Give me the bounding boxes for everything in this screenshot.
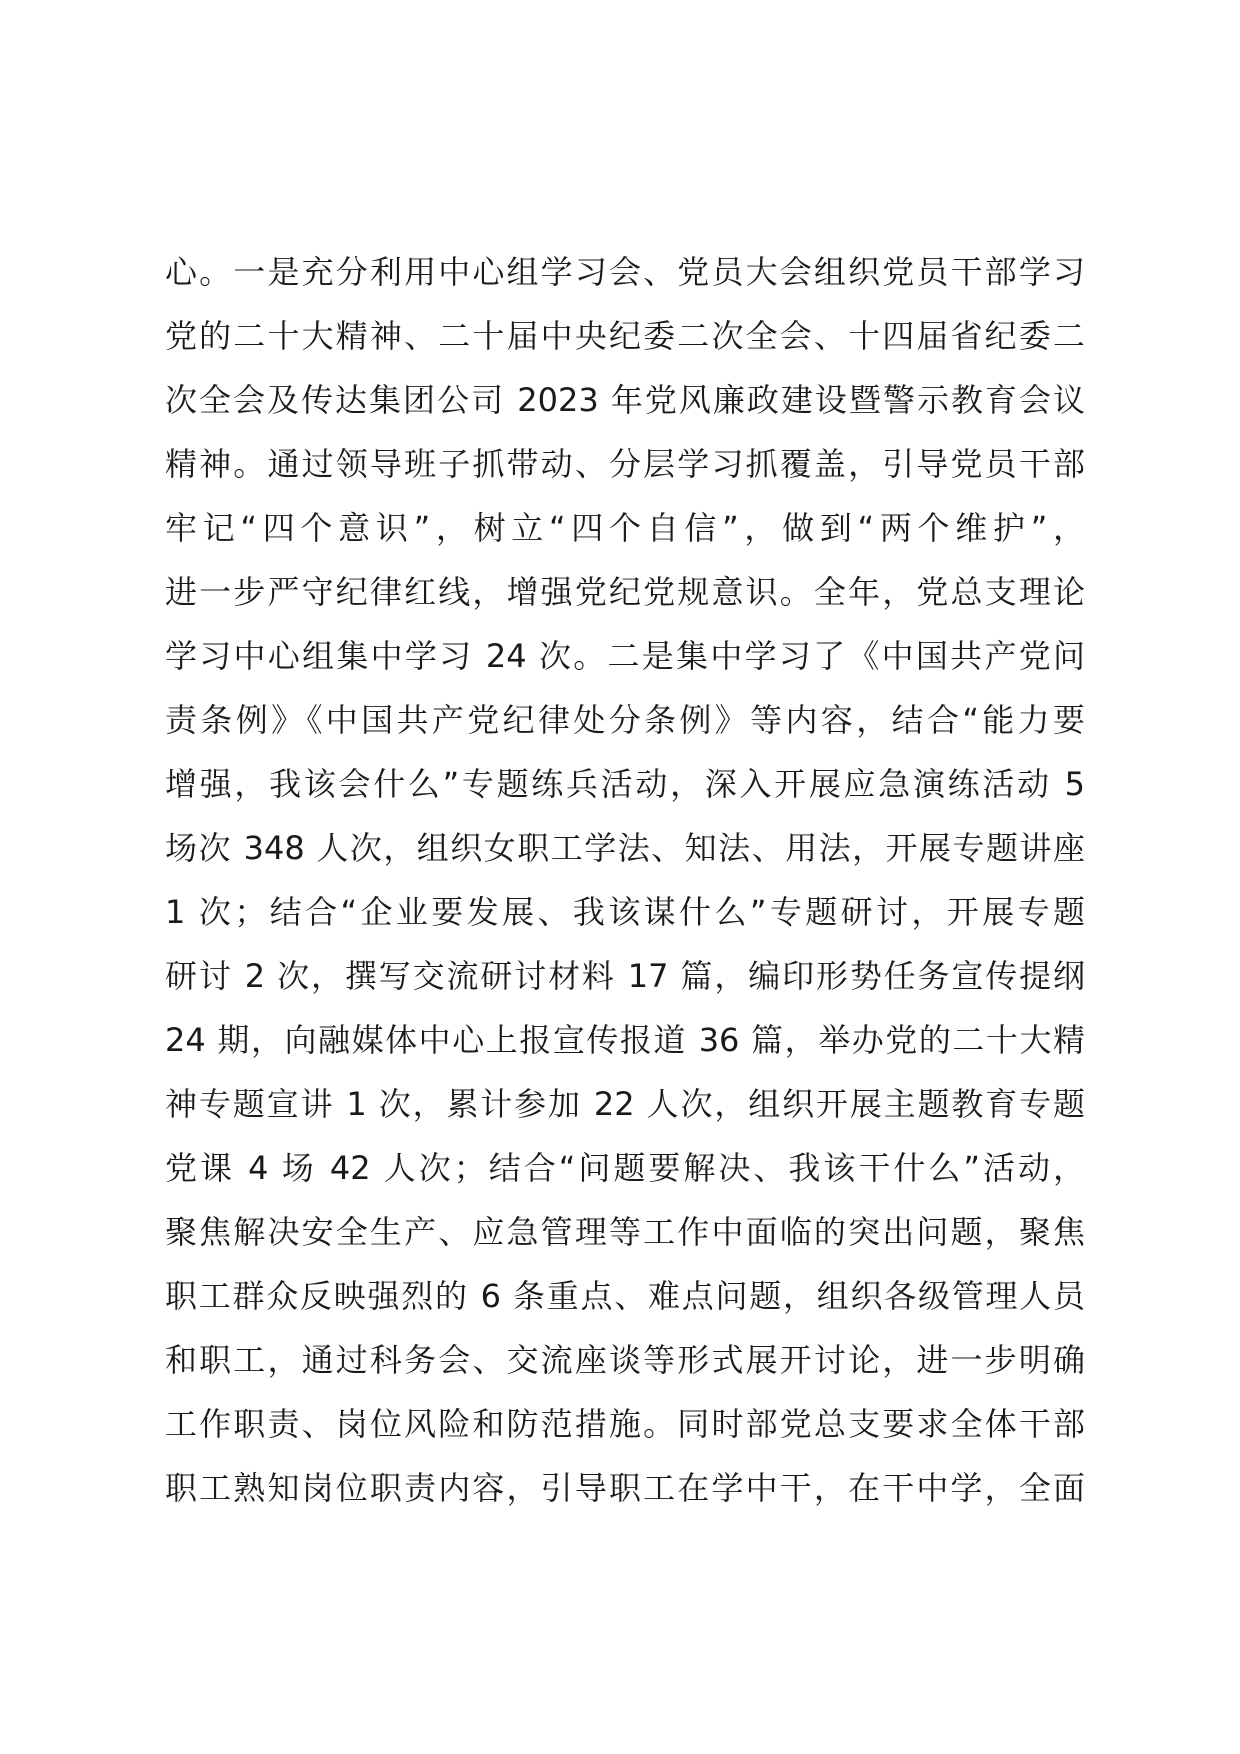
- text-line: 聚焦解决安全生产、应急管理等工作中面临的突出问题，聚焦: [165, 1213, 1085, 1251]
- text-line: 职工熟知岗位职责内容，引导职工在学中干，在干中学，全面: [165, 1469, 1085, 1507]
- text-line: 场次 348 人次，组织女职工学法、知法、用法，开展专题讲座: [165, 829, 1085, 867]
- text-line: 增强，我该会什么”专题练兵活动，深入开展应急演练活动 5: [165, 765, 1085, 803]
- text-line: 神专题宣讲 1 次，累计参加 22 人次，组织开展主题教育专题: [165, 1085, 1085, 1123]
- text-line: 精神。通过领导班子抓带动、分层学习抓覆盖，引导党员干部: [165, 445, 1085, 483]
- text-line: 职工群众反映强烈的 6 条重点、难点问题，组织各级管理人员: [165, 1277, 1085, 1315]
- text-line: 工作职责、岗位风险和防范措施。同时部党总支要求全体干部: [165, 1405, 1085, 1443]
- text-line: 进一步严守纪律红线，增强党纪党规意识。全年，党总支理论: [165, 573, 1085, 611]
- text-line: 学习中心组集中学习 24 次。二是集中学习了《中国共产党问: [165, 637, 1085, 675]
- text-line: 责条例》《中国共产党纪律处分条例》等内容，结合“能力要: [165, 701, 1085, 739]
- text-line: 党课 4 场 42 人次；结合“问题要解决、我该干什么”活动，: [165, 1149, 1085, 1187]
- text-line: 次全会及传达集团公司 2023 年党风廉政建设暨警示教育会议: [165, 381, 1085, 419]
- text-line: 牢记“四个意识”，树立“四个自信”，做到“两个维护”，: [165, 509, 1085, 547]
- text-line: 和职工，通过科务会、交流座谈等形式展开讨论，进一步明确: [165, 1341, 1085, 1379]
- body-paragraph: [165, 240, 1085, 1520]
- text-line: 1 次；结合“企业要发展、我该谋什么”专题研讨，开展专题: [165, 893, 1085, 931]
- text-line: 24 期，向融媒体中心上报宣传报道 36 篇，举办党的二十大精: [165, 1021, 1085, 1059]
- text-line: 党的二十大精神、二十届中央纪委二次全会、十四届省纪委二: [165, 317, 1085, 355]
- text-line: 研讨 2 次，撰写交流研讨材料 17 篇，编印形势任务宣传提纲: [165, 957, 1085, 995]
- text-line: 心。一是充分利用中心组学习会、党员大会组织党员干部学习: [165, 253, 1085, 291]
